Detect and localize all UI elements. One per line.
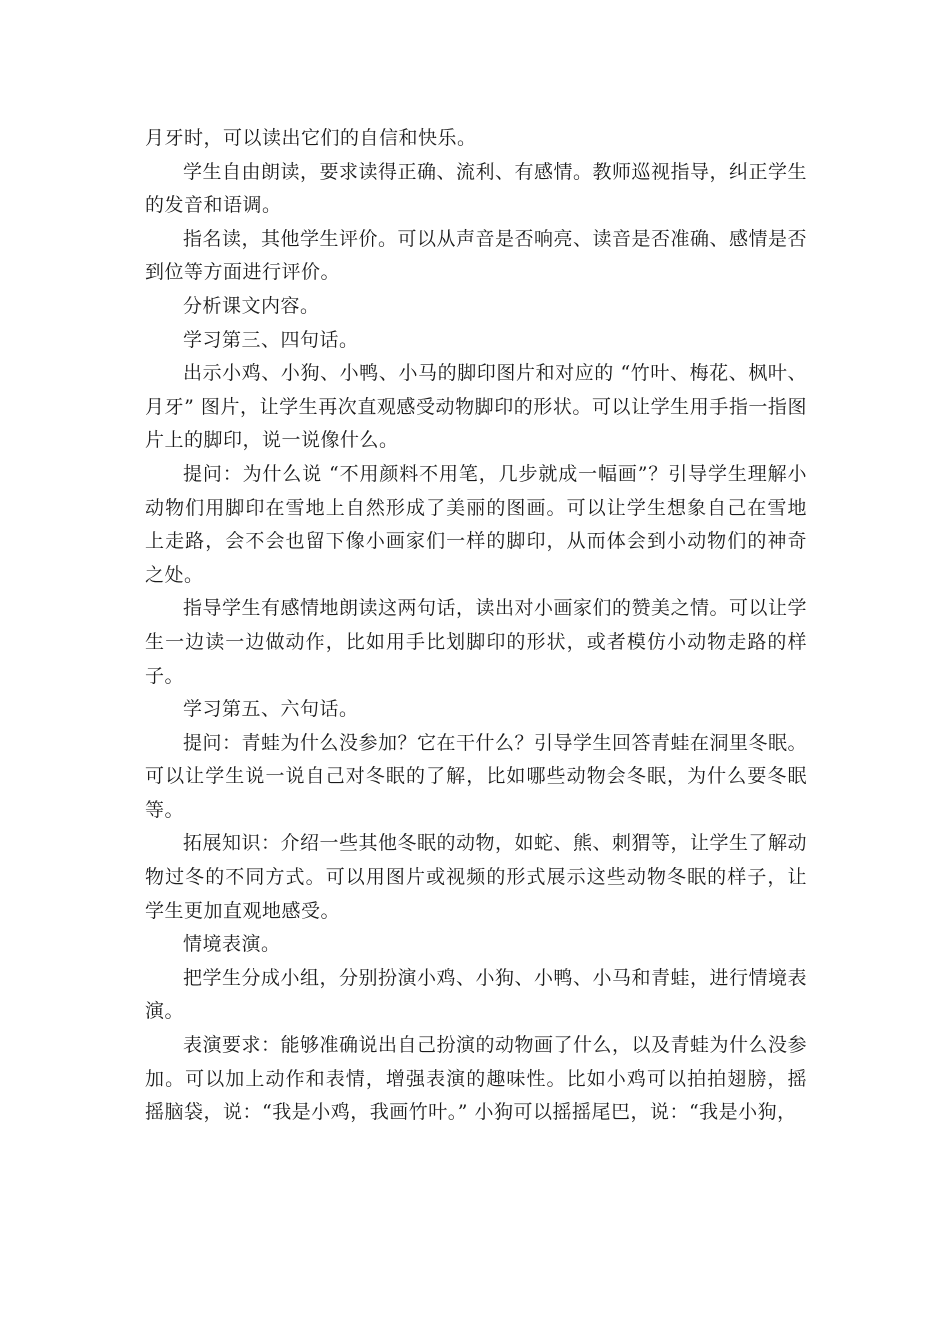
paragraph-question-frog: 提问：青蛙为什么没参加？它在干什么？引导学生回答青蛙在洞里冬眠。可以让学生说一说自己对冬眠的了解，比如哪些动物会冬眠，为什么要冬眠等。	[145, 731, 808, 821]
paragraph-performance-requirements: 表演要求：能够准确说出自己扮演的动物画了什么，以及青蛙为什么没参加。可以加上动作和表情，增强表演的趣味性。比如小鸡可以拍拍翅膀，摇摇脑袋，说：“我是小鸡，我画竹叶。” 小狗可以摇摇尾巴，说：“我是小狗，	[145, 1034, 808, 1124]
heading-sentences-3-4: 学习第三、四句话。	[183, 328, 359, 351]
paragraph-groups: 把学生分成小组，分别扮演小鸡、小狗、小鸭、小马和青蛙，进行情境表演。	[145, 966, 808, 1023]
paragraph-show-footprints: 出示小鸡、小狗、小鸭、小马的脚印图片和对应的 “竹叶、梅花、枫叶、月牙” 图片，让学生再次直观感受动物脚印的形状。可以让学生用手指一指图片上的脚印，说一说像什么。	[145, 362, 807, 452]
heading-sentences-5-6: 学习第五、六句话。	[183, 698, 359, 721]
paragraph-emotional-reading: 指导学生有感情地朗读这两句话，读出对小画家们的赞美之情。可以让学生一边读一边做动作，比如用手比划脚印的形状，或者模仿小动物走路的样子。	[145, 597, 808, 687]
paragraph-named-reading: 指名读，其他学生评价。可以从声音是否响亮、读音是否准确、感情是否到位等方面进行评价。	[145, 227, 808, 284]
heading-role-play: 情境表演。	[183, 933, 281, 956]
paragraph-continued: 月牙时，可以读出它们的自信和快乐。	[145, 127, 477, 149]
paragraph-question-painting: 提问：为什么说 “不用颜料不用笔，几步就成一幅画”？引导学生理解小动物们用脚印在雪地上自然形成了美丽的图画。可以让学生想象自己在雪地上走路，会不会也留下像小画家们一样的脚印，从而体会到小动物们的神奇之处。	[145, 462, 807, 586]
document-body	[145, 122, 807, 1130]
paragraph-free-reading: 学生自由朗读，要求读得正确、流利、有感情。教师巡视指导，纠正学生的发音和语调。	[145, 160, 808, 217]
paragraph-extend-knowledge: 拓展知识：介绍一些其他冬眠的动物，如蛇、熊、刺猬等，让学生了解动物过冬的不同方式。可以用图片或视频的形式展示这些动物冬眠的样子，让学生更加直观地感受。	[145, 832, 808, 922]
heading-analyze-text: 分析课文内容。	[183, 294, 320, 317]
